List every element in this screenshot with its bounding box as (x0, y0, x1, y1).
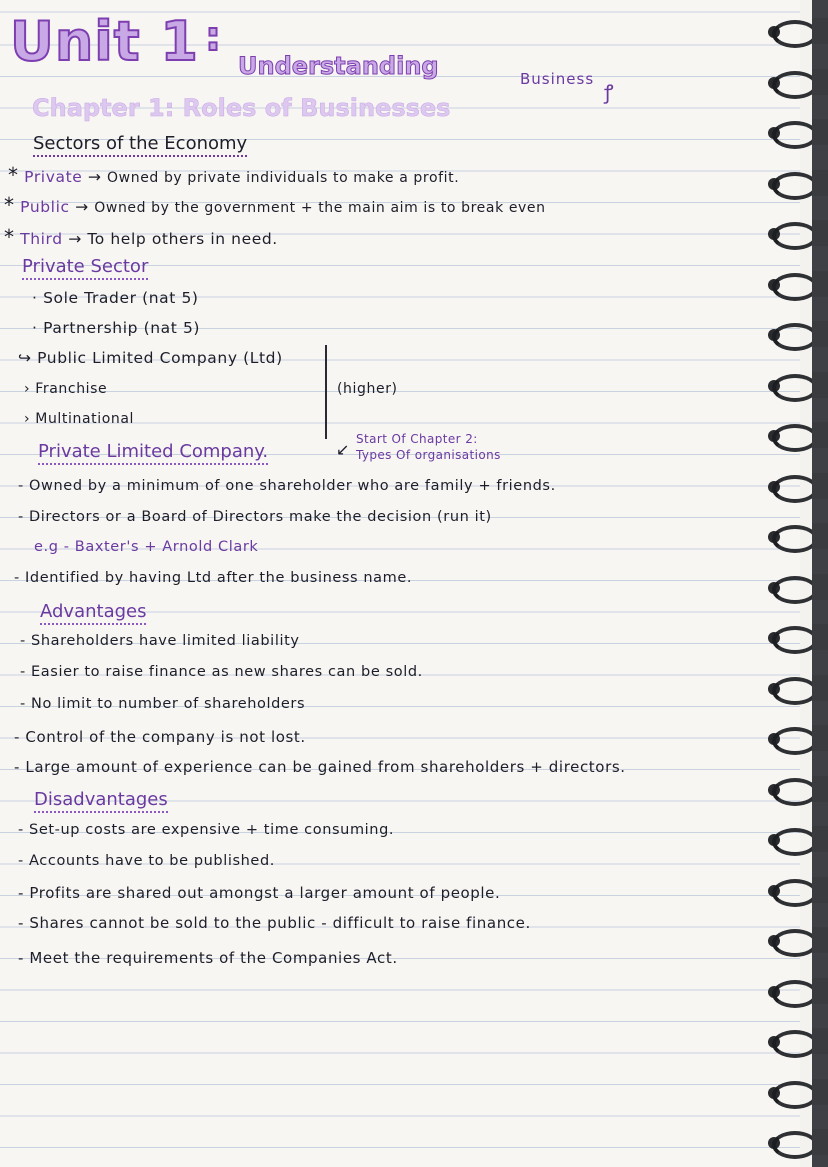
sector-term: Private (24, 168, 83, 186)
hook-arrow-icon: ↪ (18, 349, 32, 367)
item-text: Partnership (nat 5) (43, 319, 201, 337)
unit-subtitle-business: Business (520, 70, 595, 88)
arrow-icon: → (68, 230, 82, 248)
bracket-note: (higher) (337, 381, 398, 397)
private-sector-item (32, 289, 199, 307)
item-text: Multinational (35, 411, 135, 427)
item-mark: › (24, 381, 31, 397)
advantage-item: - Shareholders have limited liability (20, 633, 300, 649)
spiral-ring (770, 523, 828, 549)
spiral-ring (770, 170, 828, 196)
unit-subtitle: Understanding (238, 52, 439, 80)
spiral-ring (770, 776, 828, 802)
spiral-ring (770, 271, 828, 297)
title-doodle-mark: ꝭ (604, 80, 614, 104)
advantage-item: - Large amount of experience can be gained from shareholders + directors. (14, 758, 626, 776)
unit-title: Unit 1 (10, 10, 199, 73)
item-mark: · (32, 289, 38, 307)
spiral-ring (770, 18, 828, 44)
disadvantages-heading: Disadvantages (34, 789, 168, 813)
disadvantage-item: - Accounts have to be published. (18, 853, 275, 869)
spiral-ring (770, 927, 828, 953)
sector-row-public (4, 193, 546, 217)
spiral-ring (770, 574, 828, 600)
bullet: * (4, 193, 15, 217)
sector-description: Owned by private individuals to make a profit. (107, 170, 460, 186)
chapter2-note-line2: Types Of organisations (356, 448, 501, 462)
advantage-item: - Easier to raise finance as new shares can be sold. (20, 664, 423, 680)
private-sector-heading: Private Sector (22, 256, 148, 280)
sector-term: Public (20, 198, 70, 216)
spiral-ring (770, 725, 828, 751)
item-mark: › (24, 411, 31, 427)
bracket-line (313, 345, 327, 439)
spiral-ring (770, 1028, 828, 1054)
private-sector-item (18, 349, 283, 367)
item-mark: · (32, 319, 38, 337)
chapter2-note-line1: Start Of Chapter 2: (356, 432, 478, 446)
plc-point: - Owned by a minimum of one shareholder who are family + friends. (18, 478, 556, 494)
spiral-ring (770, 826, 828, 852)
item-text: Public Limited Company (Ltd) (37, 349, 283, 367)
bullet: * (4, 225, 15, 249)
spiral-ring (770, 675, 828, 701)
spiral-ring (770, 321, 828, 347)
sector-description: To help others in need. (87, 230, 278, 248)
plc-point: - Identified by having Ltd after the business name. (14, 570, 413, 586)
spiral-ring (770, 69, 828, 95)
disadvantage-item: - Profits are shared out amongst a larger amount of people. (18, 884, 501, 902)
private-sector-item (24, 411, 134, 427)
sector-description: Owned by the government + the main aim is to break even (94, 200, 546, 216)
private-sector-item (32, 319, 200, 337)
private-sector-item (24, 381, 107, 397)
spiral-ring (770, 877, 828, 903)
item-text: Franchise (35, 381, 108, 397)
advantage-item: - No limit to number of shareholders (20, 696, 306, 712)
plc-example: e.g - Baxter's + Arnold Clark (34, 539, 259, 555)
spiral-ring (770, 978, 828, 1004)
item-text: Sole Trader (nat 5) (43, 289, 199, 307)
sectors-heading: Sectors of the Economy (33, 133, 247, 157)
spiral-ring (770, 1079, 828, 1105)
sector-row-third (4, 225, 278, 249)
spiral-ring (770, 372, 828, 398)
spiral-ring (770, 473, 828, 499)
plc-heading: Private Limited Company. (38, 441, 268, 465)
spiral-ring (770, 422, 828, 448)
bullet: * (8, 163, 19, 187)
sector-row-private (8, 163, 459, 187)
chapter-heading: Chapter 1: Roles of Businesses (32, 94, 451, 122)
disadvantage-item: - Set-up costs are expensive + time consuming. (18, 822, 395, 838)
spiral-binding (770, 0, 828, 1167)
spiral-ring (770, 1129, 828, 1155)
arrow-icon: → (87, 168, 102, 186)
spiral-ring (770, 624, 828, 650)
disadvantage-item: - Meet the requirements of the Companies Act. (18, 949, 398, 967)
advantage-item: - Control of the company is not lost. (14, 728, 306, 746)
disadvantage-item: - Shares cannot be sold to the public - difficult to raise finance. (18, 914, 531, 932)
arrow-icon: → (75, 198, 89, 216)
note-arrow-icon: ↙ (336, 440, 350, 459)
advantages-heading: Advantages (40, 601, 146, 625)
spiral-ring (770, 119, 828, 145)
sector-term: Third (20, 230, 63, 248)
spiral-ring (770, 220, 828, 246)
unit-title-colon: : (205, 14, 222, 60)
plc-point: - Directors or a Board of Directors make the decision (run it) (18, 509, 492, 525)
